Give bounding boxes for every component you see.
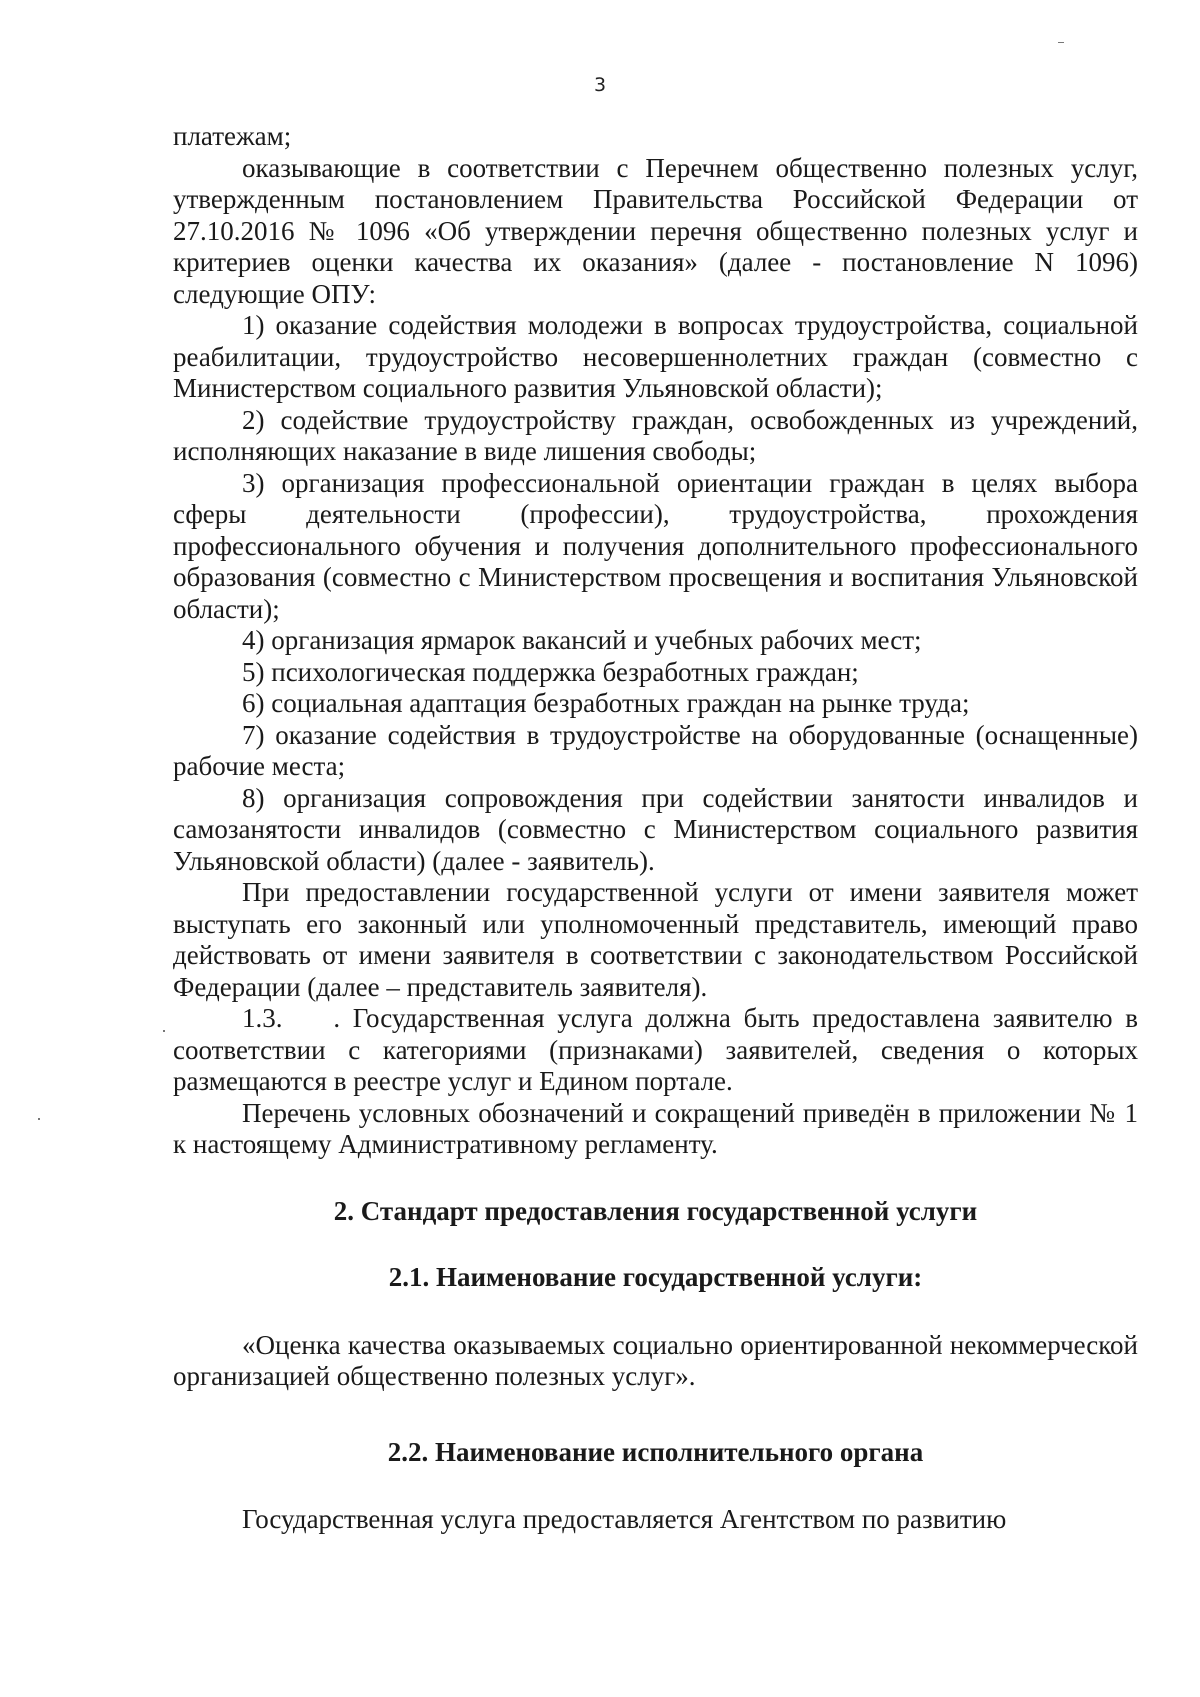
scan-speck (1058, 42, 1064, 43)
scan-speck (163, 1030, 165, 1032)
paragraph-services-intro: оказывающие в соответствии с Перечнем общественно полезных услуг, утвержденным постановлением Правительства Российской Федерации от 27.10.2016 № 1096 «Об утверждении перечня общественно полезных услуг и критериев оценки качества их оказания» (далее - постановление N 1096) следующие ОПУ: (173, 152, 1138, 309)
clause-text: . Государственная услуга должна быть предоставлена заявителю в соответствии с категориями (признаками) заявителей, сведения о которых размещаются в реестре услуг и Едином портале. (173, 1003, 1138, 1096)
document-body (173, 121, 1138, 1536)
clause-number: 1.3. (242, 1003, 283, 1033)
paragraph-representative: При предоставлении государственной услуги от имени заявителя может выступать его законный или уполномоченный представитель, имеющий право действовать от имени заявителя в соответствии с законодательством Российской Федерации (далее – представитель заявителя). (173, 877, 1138, 1002)
subsection-2-1-heading: 2.1. Наименование государственной услуги: (388, 1262, 923, 1292)
list-item-1: 1) оказание содействия молодежи в вопросах трудоустройства, социальной реабилитации, трудоустройство несовершеннолетних граждан (совместно с Министерством социального развития Ульяновской области); (173, 310, 1138, 403)
list-item-8: 8) организация сопровождения при содействии занятости инвалидов и самозанятости инвалидов (совместно с Министерством социального развития Ульяновской области) (далее - заявитель). (173, 782, 1138, 876)
paragraph-abbreviations: Перечень условных обозначений и сокращений приведён в приложении № 1 к настоящему Административному регламенту. (173, 1097, 1138, 1159)
list-item-3: 3) организация профессиональной ориентации граждан в целях выбора сферы деятельности (профессии), трудоустройства, прохождения профессионального обучения и получения дополнительного профессионального образования (совместно с Министерством просвещения и воспитания Ульяновской области); (173, 467, 1138, 624)
list-item-4: 4) организация ярмарок вакансий и учебных рабочих мест; (242, 625, 922, 655)
agency-paragraph: Государственная услуга предоставляется Агентством по развитию (242, 1504, 1007, 1534)
paragraph-1-3 (173, 1003, 1138, 1098)
service-name-paragraph: «Оценка качества оказываемых социально ориентированной некоммерческой организацией общественно полезных услуг». (173, 1329, 1138, 1391)
list-item-5: 5) психологическая поддержка безработных граждан; (242, 656, 859, 687)
list-item-7: 7) оказание содействия в трудоустройстве на оборудованные (оснащенные) рабочие места; (173, 719, 1138, 781)
page-number: 3 (593, 74, 607, 96)
section-2-heading: 2. Стандарт предоставления государственной услуги (333, 1195, 978, 1226)
subsection-2-2-heading: 2.2. Наименование исполнительного органа (387, 1436, 924, 1467)
list-item-2: 2) содействие трудоустройству граждан, освобожденных из учреждений, исполняющих наказание в виде лишения свободы; (173, 404, 1138, 466)
list-item-6: 6) социальная адаптация безработных граждан на рынке труда; (242, 688, 970, 718)
paragraph-continuation: платежам; (173, 121, 292, 151)
scan-speck (38, 1118, 40, 1120)
